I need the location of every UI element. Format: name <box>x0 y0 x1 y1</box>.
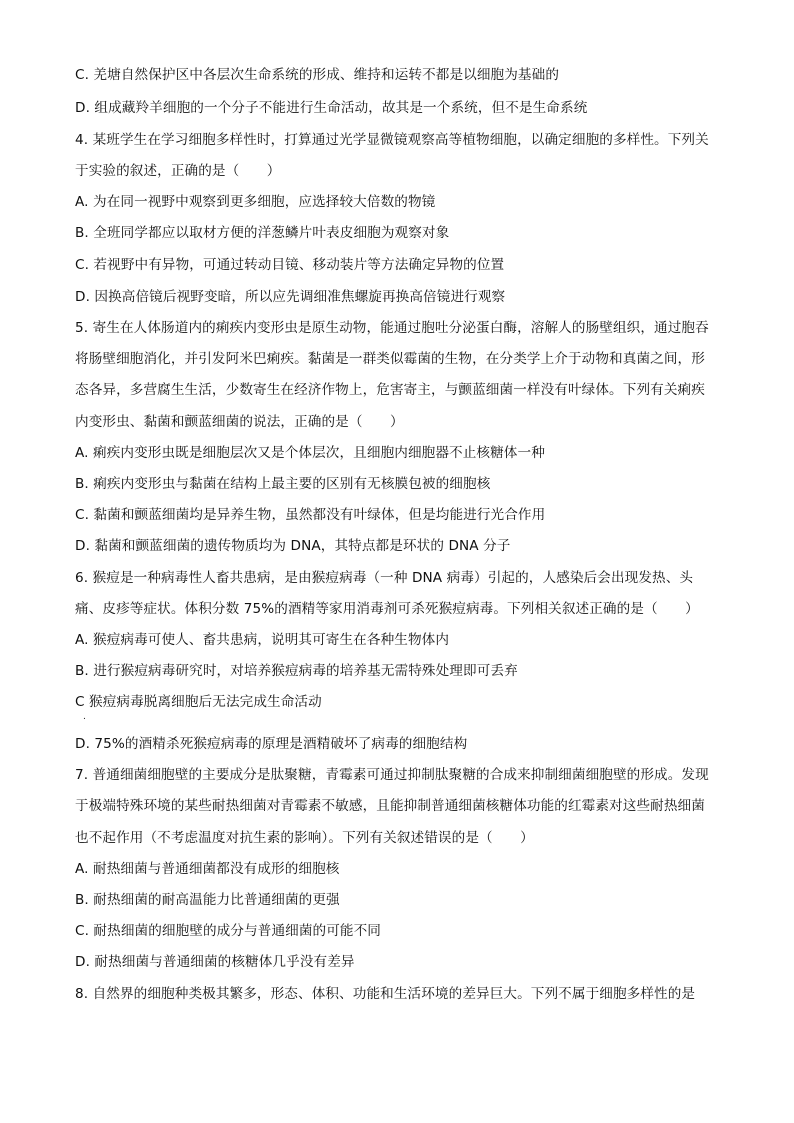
option-d: D. 因换高倍镜后视野变暗，所以应先调细准焦螺旋再换高倍镜进行观察 <box>75 289 506 305</box>
option-b: B. 耐热细菌的耐高温能力比普通细菌的更强 <box>75 892 340 908</box>
text-line: 痛、皮疹等症状。体积分数 75%的酒精等家用消毒剂可杀死猴痘病毒。下列相关叙述正确的是（ ） <box>75 601 699 617</box>
text-line: 也不起作用（不考虑温度对抗生素的影响）。下列有关叙述错误的是（ ） <box>75 830 534 846</box>
option-d: D. 75%的酒精杀死猴痘病毒的原理是酒精破坏了病毒的细胞结构 <box>75 736 468 752</box>
question-5-stem: 5. 寄生在人体肠道内的痢疾内变形虫是原生动物，能通过胞吐分泌蛋白酶，溶解人的肠壁组织，通过胞吞 <box>75 320 709 336</box>
option-c: C. 若视野中有异物，可通过转动目镜、移动装片等方法确定异物的位置 <box>75 257 505 273</box>
option-b: B. 进行猴痘病毒研究时，对培养猴痘病毒的培养基无需特殊处理即可丢弃 <box>75 663 518 679</box>
question-8-stem: 8. 自然界的细胞种类极其繁多，形态、体积、功能和生活环境的差异巨大。下列不属于细胞多样性的是 <box>75 986 696 1002</box>
text-line: 将肠壁细胞消化，并引发阿米巴痢疾。黏菌是一群类似霉菌的生物，在分类学上介于动物和真菌之间，形 <box>75 351 705 367</box>
option-a: A. 耐热细菌与普通细菌都没有成形的细胞核 <box>75 861 340 877</box>
option-d: D. 耐热细菌与普通细菌的核糖体几乎没有差异 <box>75 954 355 970</box>
text-line: 于极端特殊环境的某些耐热细菌对青霉素不敏感，且能抑制普通细菌核糖体功能的红霉素对这些耐热细菌 <box>75 798 705 814</box>
option-b: B. 全班同学都应以取材方便的洋葱鳞片叶表皮细胞为观察对象 <box>75 225 450 241</box>
text-line: 内变形虫、黏菌和颤蓝细菌的说法，正确的是（ ） <box>75 414 404 430</box>
option-c: C. 黏菌和颤蓝细菌均是异养生物，虽然都没有叶绿体，但是均能进行光合作用 <box>75 507 546 523</box>
option-a: A. 猴痘病毒可使人、畜共患病，说明其可寄生在各种生物体内 <box>75 632 450 648</box>
stray-mark: . <box>83 712 86 722</box>
option-b: B. 痢疾内变形虫与黏菌在结构上最主要的区别有无核膜包被的细胞核 <box>75 476 491 492</box>
text-line: 于实验的叙述，正确的是（ ） <box>75 163 281 179</box>
question-4-stem: 4. 某班学生在学习细胞多样性时，打算通过光学显微镜观察高等植物细胞，以确定细胞的多样性。下列关 <box>75 132 709 148</box>
option-c: C 猴痘病毒脱离细胞后无法完成生命活动 <box>75 694 322 710</box>
option-a: A. 为在同一视野中观察到更多细胞，应选择较大倍数的物镜 <box>75 194 436 210</box>
question-7-stem: 7. 普通细菌细胞壁的主要成分是肽聚糖，青霉素可通过抑制肽聚糖的合成来抑制细菌细胞壁的形成。发现 <box>75 767 709 783</box>
question-6-stem: 6. 猴痘是一种病毒性人畜共患病，是由猴痘病毒（一种 DNA 病毒）引起的，人感染后会出现发热、头 <box>75 570 694 586</box>
option-a: A. 痢疾内变形虫既是细胞层次又是个体层次，且细胞内细胞器不止核糖体一种 <box>75 445 545 461</box>
text-line: D. 组成藏羚羊细胞的一个分子不能进行生命活动，故其是一个系统，但不是生命系统 <box>75 100 588 116</box>
option-d: D. 黏菌和颤蓝细菌的遗传物质均为 DNA，其特点都是环状的 DNA 分子 <box>75 538 511 554</box>
option-c: C. 耐热细菌的细胞壁的成分与普通细菌的可能不同 <box>75 923 382 939</box>
text-line: C. 羌塘自然保护区中各层次生命系统的形成、维持和运转不都是以细胞为基础的 <box>75 67 560 83</box>
text-line: 态各异，多营腐生生活，少数寄生在经济作物上，危害寄主，与颤蓝细菌一样没有叶绿体。下列有关痢疾 <box>75 382 705 398</box>
